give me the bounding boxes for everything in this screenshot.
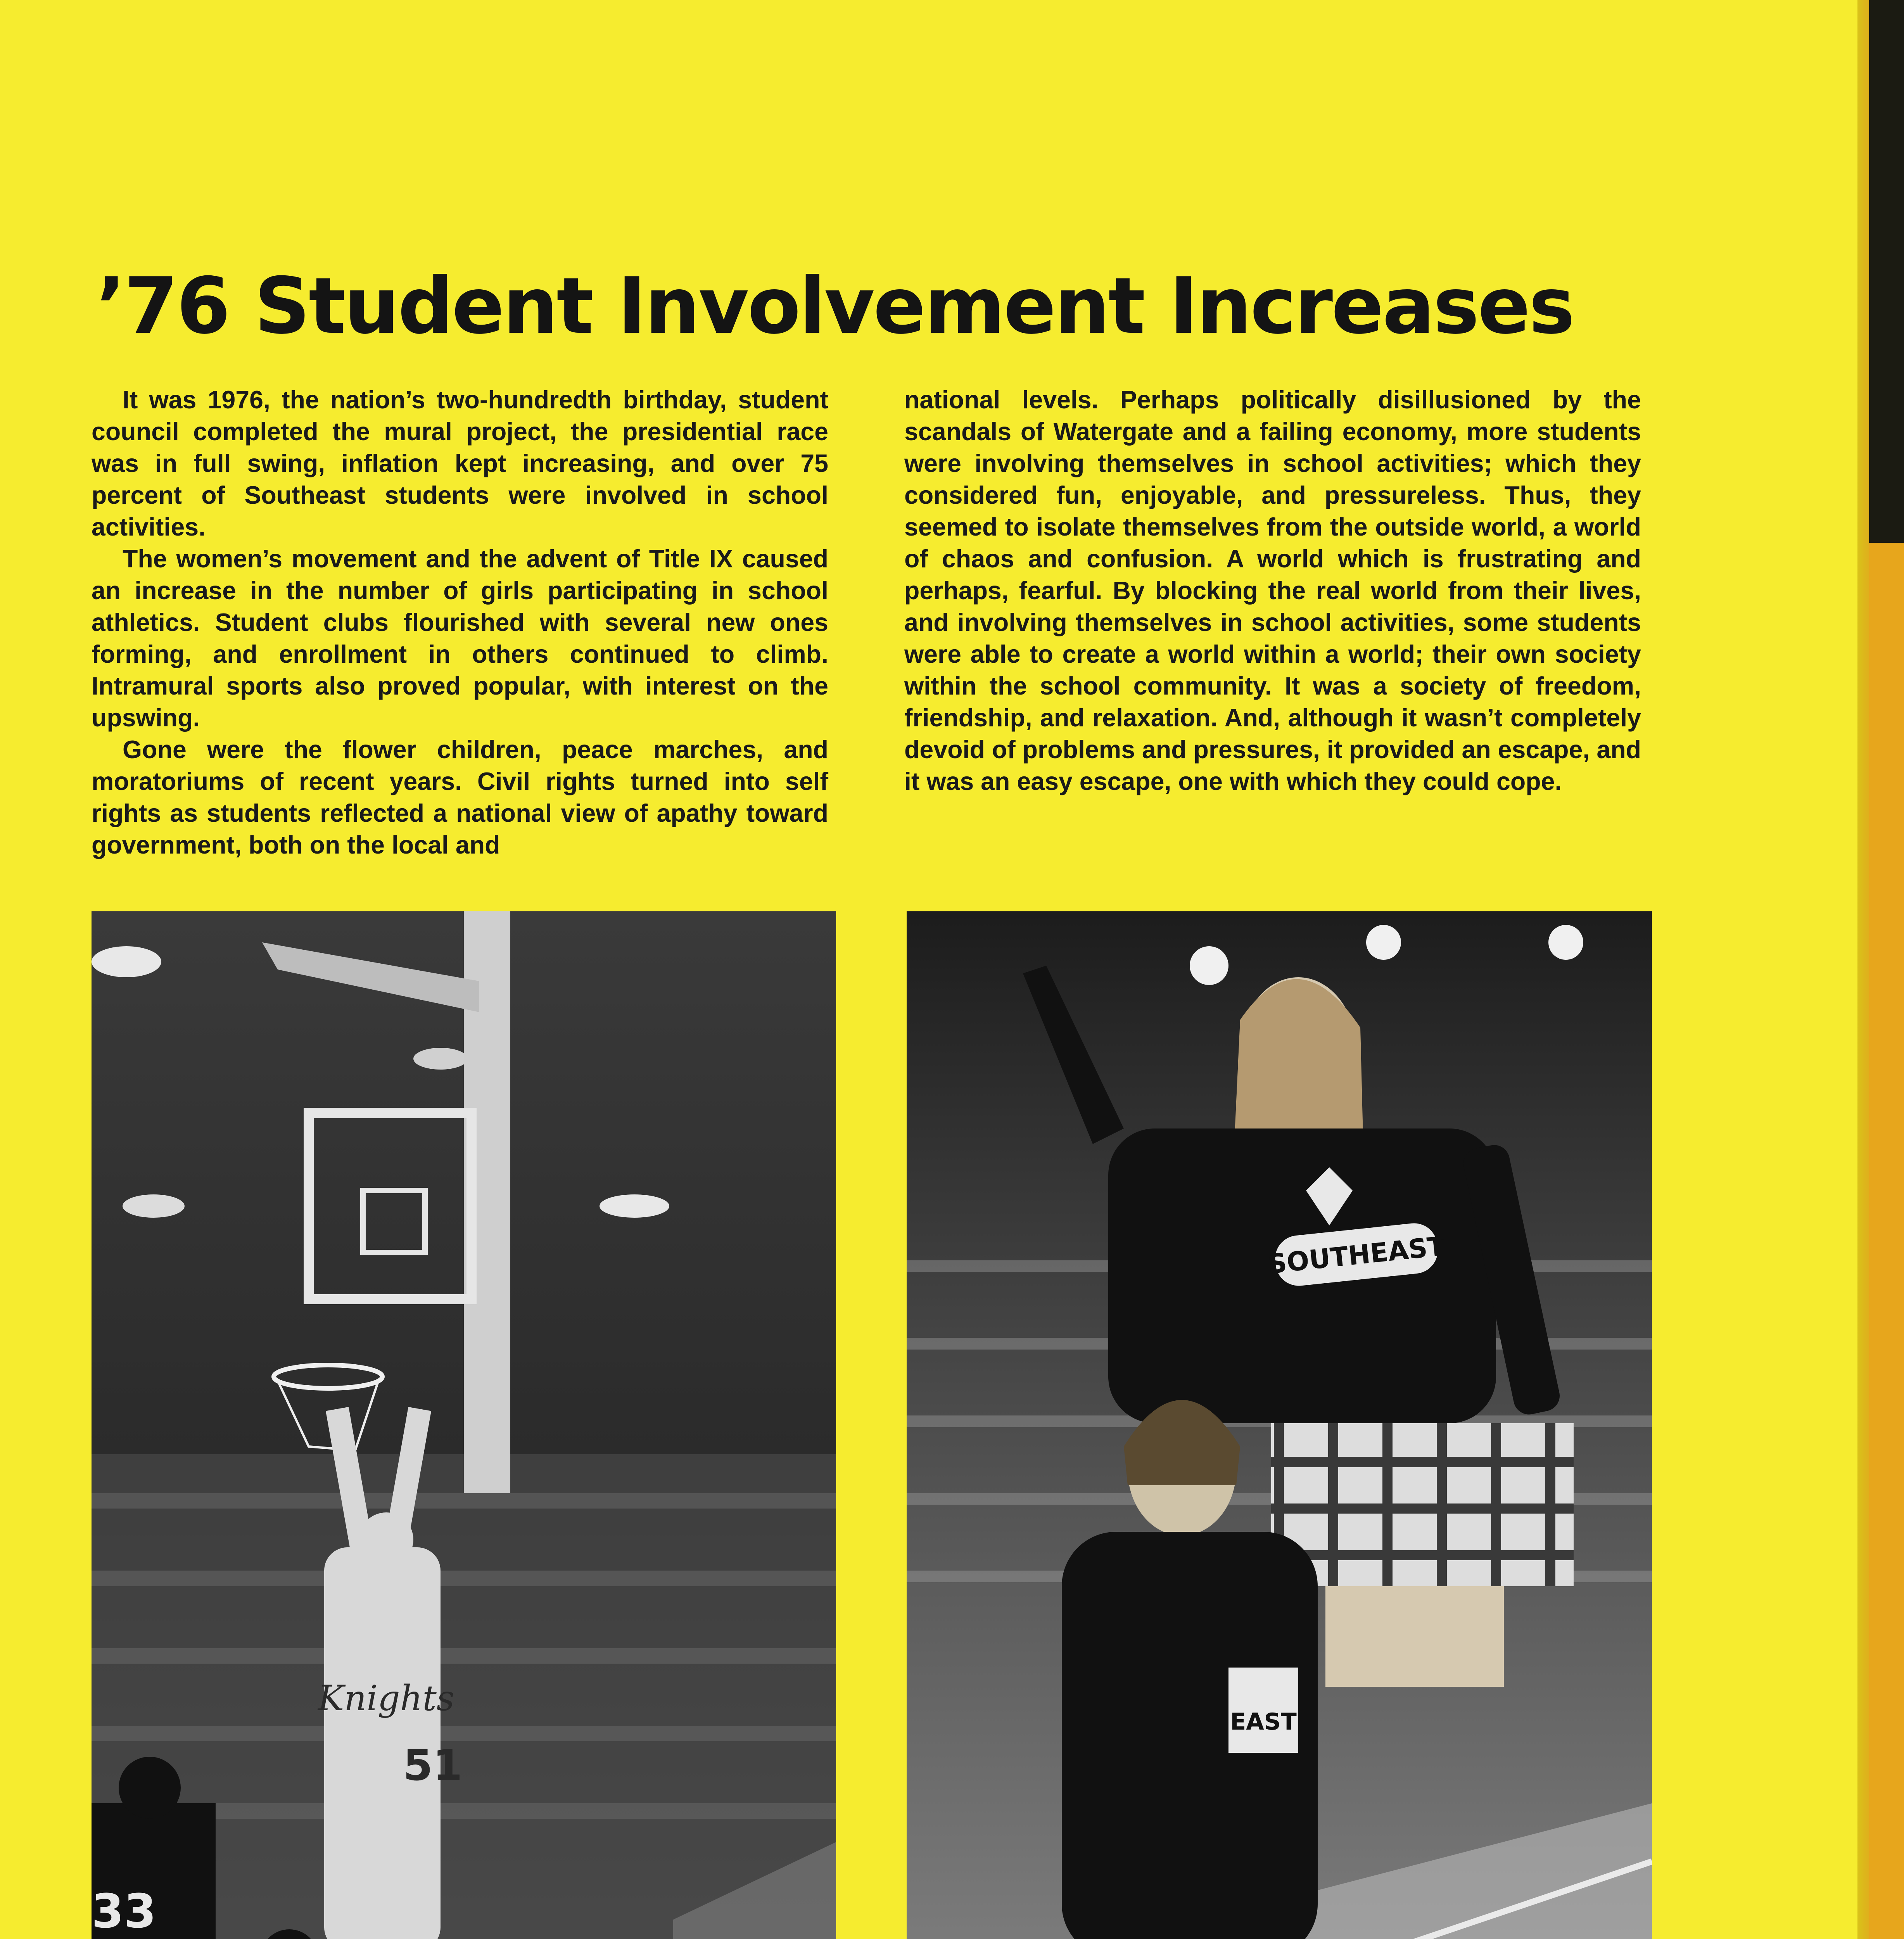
page-title: ’76 Student Involvement Increases [96, 261, 1574, 351]
cheerleaders-photo [907, 911, 1652, 1939]
edge-band-top [1869, 0, 1904, 543]
page-edge [1857, 0, 1904, 1939]
cheerleaders-photo-image [907, 911, 1652, 1939]
jersey-text: EAST [1230, 1708, 1297, 1735]
edge-gold [1869, 543, 1904, 1939]
basketball-photo [92, 911, 836, 1939]
article-paragraph: national levels. Perhaps politically disillusioned by the scandals of Watergate and a failing economy, more students were involving themselves in school activities; which they considered fun, enjoyable, and pressureless. Thus, they seemed to isolate themselves from the outside world, a world of chaos and confusion. A world which is frustrating and perhaps, fearful. By blocking the real world from their lives, and involving themselves in school activities, some students were able to create a world within a world; their own society within the school community. It was a society of freedom, friendship, and relaxation. And, although it wasn’t completely devoid of problems and pressures, it provided an escape, and it was an easy escape, one with which they could cope. [904, 386, 1641, 795]
jersey-number-33: 33 [92, 1885, 156, 1939]
sweater-text: SOUTHEAST [1266, 1231, 1447, 1280]
article-column-left [92, 384, 828, 861]
jersey-number-51: 51 [403, 1740, 463, 1790]
article-column-right [904, 384, 1641, 797]
jersey-script-knights: Knights [318, 1678, 454, 1719]
article-paragraph: Gone were the flower children, peace marches, and moratoriums of recent years. Civil rights turned into self rights as students reflected a national view of apathy toward government, both on the local and [92, 736, 828, 859]
article-paragraph: It was 1976, the nation’s two-hundredth birthday, student council completed the mural project, the presidential race was in full swing, inflation kept increasing, and over 75 percent of Southeast students were involved in school activities. [92, 386, 828, 541]
article-paragraph: The women’s movement and the advent of Title IX caused an increase in the number of girls participating in school athletics. Student clubs flourished with several new ones forming, and enrollment in others continued to climb. Intramural sports also proved popular, with interest on the upswing. [92, 545, 828, 732]
basketball-photo-image [92, 911, 836, 1939]
